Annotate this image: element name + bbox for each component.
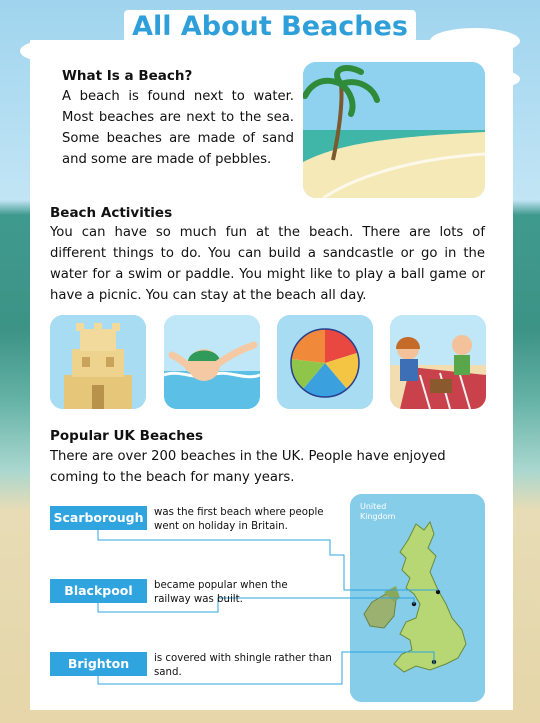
what-is-beach-text: A beach is found next to water. Most beaches are next to the sea. Some beaches are made of sand and some are made of pebbles. [62, 89, 294, 167]
beach-label-scarborough: Scarborough [50, 506, 147, 530]
page-title: All About Beaches [132, 11, 408, 42]
beach-desc-blackpool: became popular when the railway was built. [154, 580, 288, 605]
beach-activities-heading: Beach Activities [50, 205, 173, 221]
popular-uk-beaches-text: There are over 200 beaches in the UK. People have enjoyed coming to the beach for many years. [50, 449, 446, 485]
map-label: United Kingdom [360, 502, 396, 521]
beach-label-brighton: Brighton [50, 652, 147, 676]
beach-label-blackpool: Blackpool [50, 579, 147, 603]
beach-activities-text: You can have so much fun at the beach. There are lots of different things to do. You can build a sandcastle or go in the water for a swim or paddle. You might like to play a ball game or have a picnic. You can stay at the beach all day. [50, 225, 485, 303]
popular-uk-beaches-heading: Popular UK Beaches [50, 428, 204, 444]
beach-desc-brighton: is covered with shingle rather than sand. [154, 653, 332, 678]
what-is-beach-heading: What Is a Beach? [62, 68, 193, 84]
beach-desc-scarborough: was the first beach where people went on holiday in Britain. [154, 507, 324, 532]
